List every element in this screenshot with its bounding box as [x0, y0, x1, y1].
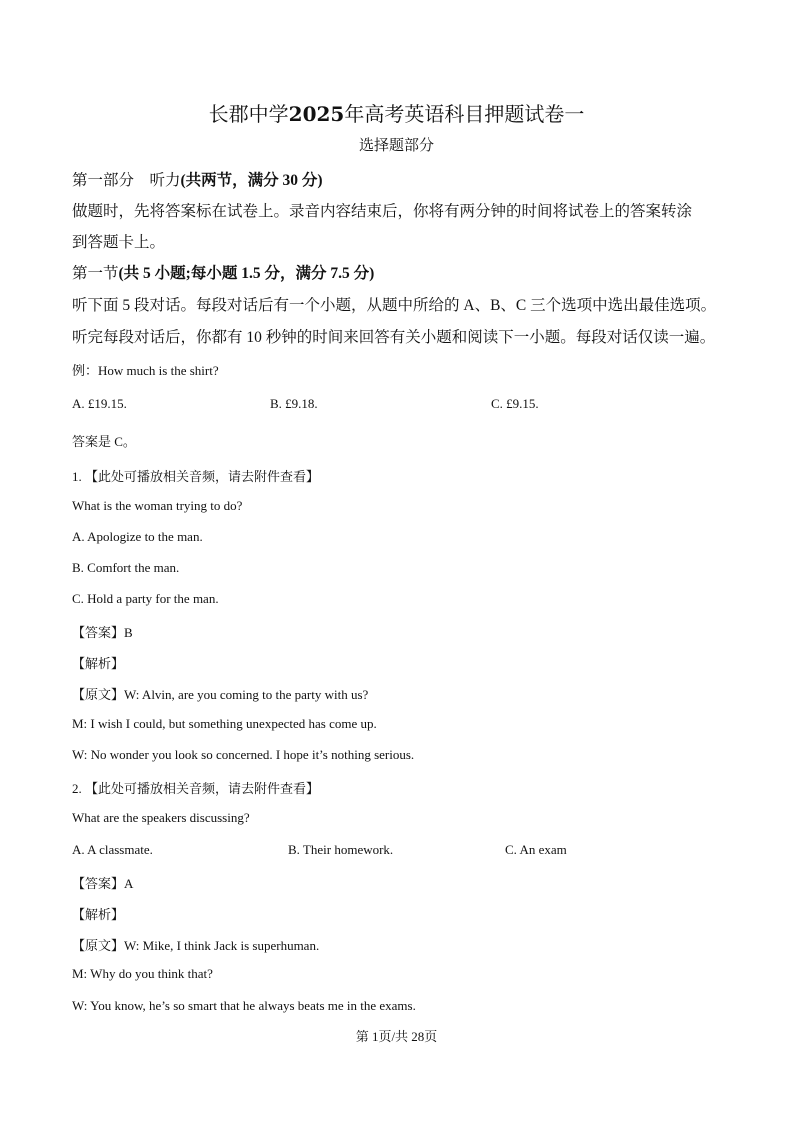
part1-heading [72, 168, 323, 190]
section1-heading-label: 第一节 [72, 265, 119, 282]
section1-heading [72, 261, 374, 283]
q2-transcript-line: M: Why do you think that? [72, 966, 213, 981]
q1-option-a: A. Apologize to the man. [72, 529, 203, 544]
part1-intro-line1: 做题时，先将答案标在试卷上。录音内容结束后，你将有两分钟的时间将试卷上的答案转涂 [72, 203, 693, 220]
q2-transcript-line: W: You know, he’s so smart that he always beats me in the exams. [72, 998, 416, 1013]
q1-option-c: C. Hold a party for the man. [72, 591, 219, 606]
example-option-b: B. £9.18. [270, 396, 318, 411]
example-option-c: C. £9.15. [491, 396, 539, 411]
example-option-a: A. £19.15. [72, 396, 127, 411]
page-subtitle: 选择题部分 [358, 138, 434, 154]
title-rest: 年高考英语科目押题试卷一 [344, 102, 585, 126]
q1-transcript-line: M: I wish I could, but something unexpected has come up. [72, 716, 377, 731]
page-title [0, 98, 793, 127]
part1-intro-line2: 到答题卡上。 [72, 234, 166, 251]
page-footer: 第 1页/共 28页 [355, 1029, 438, 1044]
title-year: 2025 [288, 102, 345, 126]
q1-transcript-line: 【原文】W: Alvin, are you coming to the party with us? [72, 687, 369, 702]
q1-header: 1. 【此处可播放相关音频，请去附件查看】 [72, 469, 320, 484]
section1-instr-line2: 听完每段对话后，你都有 10 秒钟的时间来回答有关小题和阅读下一小题。每段对话仅读一遍。 [72, 329, 716, 346]
q2-header: 2. 【此处可播放相关音频，请去附件查看】 [72, 781, 320, 796]
q2-option-c: C. An exam [505, 842, 567, 857]
section1-heading-score: (共 5 小题;每小题 1.5 分，满分 7.5 分) [118, 265, 375, 282]
q2-option-b: B. Their homework. [288, 842, 394, 857]
section1-instr-line1: 听下面 5 段对话。每段对话后有一个小题，从题中所给的 A、B、C 三个选项中选出最佳选项。 [72, 297, 717, 314]
part1-heading-label: 第一部分 听力 [72, 172, 181, 189]
q1-analysis: 【解析】 [72, 656, 125, 671]
example-answer: 答案是 C。 [72, 434, 136, 449]
q2-answer: 【答案】A [72, 876, 134, 891]
q2-analysis: 【解析】 [72, 907, 125, 922]
part1-heading-score: (共两节，满分 30 分) [180, 172, 323, 189]
example-question: 例：How much is the shirt? [72, 363, 219, 378]
q2-question: What are the speakers discussing? [72, 810, 250, 825]
q1-answer: 【答案】B [72, 625, 133, 640]
q1-transcript-line: W: No wonder you look so concerned. I hope it’s nothing serious. [72, 747, 415, 762]
q1-question: What is the woman trying to do? [72, 498, 243, 513]
q2-option-a: A. A classmate. [72, 842, 153, 857]
q1-option-b: B. Comfort the man. [72, 560, 180, 575]
title-school: 长郡中学 [208, 102, 289, 126]
q2-transcript-line: 【原文】W: Mike, I think Jack is superhuman. [72, 938, 320, 953]
